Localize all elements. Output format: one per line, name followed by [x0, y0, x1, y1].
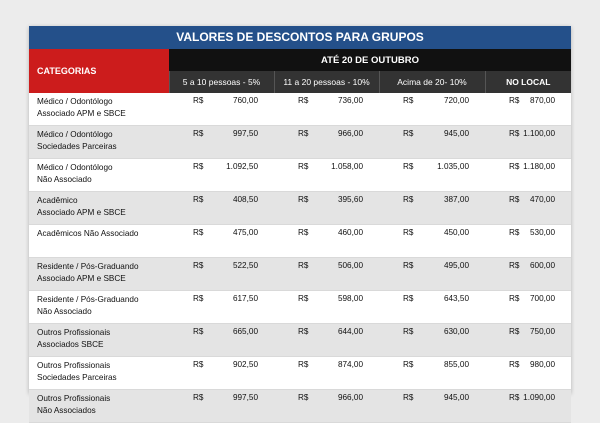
category-cell	[29, 126, 169, 159]
category-line-1: Médico / Odontólogo	[37, 130, 113, 139]
category-cell	[29, 93, 169, 126]
price-value: 644,00	[337, 327, 363, 336]
price-cell	[169, 225, 274, 258]
price-cell	[485, 225, 571, 258]
category-line-1: Outros Profissionais	[37, 394, 111, 403]
price-value: 700,00	[529, 294, 556, 303]
currency-symbol: R$	[509, 360, 520, 369]
currency-symbol: R$	[403, 96, 414, 105]
price-cell	[485, 357, 571, 390]
price-value: 617,50	[232, 294, 258, 303]
category-line-1: Médico / Odontólogo	[37, 163, 113, 172]
price-value: 736,00	[337, 96, 363, 105]
category-line-2: Associado APM e SBCE	[37, 109, 126, 118]
price-cell	[169, 390, 274, 423]
price-value: 460,00	[337, 228, 363, 237]
currency-symbol: R$	[509, 96, 520, 105]
price-cell	[169, 159, 274, 192]
category-cell	[29, 159, 169, 192]
category-cell	[29, 390, 169, 423]
currency-symbol: R$	[298, 327, 309, 336]
price-cell	[274, 291, 379, 324]
price-value: 470,00	[529, 195, 556, 204]
price-value: 997,50	[232, 393, 258, 402]
table-row	[29, 357, 571, 390]
category-line-2: Sociedades Parceiras	[37, 142, 117, 151]
price-value: 495,00	[443, 261, 469, 270]
price-cell	[379, 126, 485, 159]
table-row	[29, 192, 571, 225]
price-cell	[485, 126, 571, 159]
price-cell	[274, 258, 379, 291]
category-line-1: Acadêmico	[37, 196, 78, 205]
currency-symbol: R$	[298, 261, 309, 270]
currency-symbol: R$	[193, 195, 204, 204]
category-line-2: Não Associado	[37, 307, 92, 316]
price-value: 1.090,00	[523, 393, 556, 402]
price-value: 1.092,50	[226, 162, 258, 171]
price-value: 506,00	[337, 261, 363, 270]
price-cell	[274, 192, 379, 225]
currency-symbol: R$	[403, 393, 414, 402]
price-value: 408,50	[232, 195, 258, 204]
price-cell	[169, 93, 274, 126]
column-header: 11 a 20 pessoas - 10%	[274, 71, 379, 93]
price-cell	[379, 225, 485, 258]
currency-symbol: R$	[509, 129, 520, 138]
table-title: VALORES DE DESCONTOS PARA GRUPOS	[29, 26, 571, 49]
price-value: 902,50	[232, 360, 258, 369]
price-cell	[274, 324, 379, 357]
category-line-1: Residente / Pós-Graduando	[37, 262, 139, 271]
price-cell	[379, 291, 485, 324]
table-row	[29, 93, 571, 126]
price-value: 395,60	[337, 195, 363, 204]
price-cell	[379, 258, 485, 291]
categories-header: CATEGORIAS	[29, 49, 169, 93]
price-cell	[485, 291, 571, 324]
currency-symbol: R$	[298, 228, 309, 237]
price-value: 855,00	[443, 360, 469, 369]
price-value: 665,00	[232, 327, 258, 336]
currency-symbol: R$	[403, 228, 414, 237]
category-line-2: Sociedades Parceiras	[37, 373, 117, 382]
price-value: 760,00	[232, 96, 258, 105]
category-line-2: Associado APM e SBCE	[37, 208, 126, 217]
currency-symbol: R$	[193, 162, 204, 171]
price-value: 530,00	[529, 228, 556, 237]
currency-symbol: R$	[509, 327, 520, 336]
currency-symbol: R$	[298, 393, 309, 402]
price-cell	[274, 390, 379, 423]
price-cell	[169, 258, 274, 291]
column-header: Acima de 20- 10%	[379, 71, 485, 93]
currency-symbol: R$	[193, 228, 204, 237]
price-cell	[485, 159, 571, 192]
category-line-1: Outros Profissionais	[37, 328, 111, 337]
price-cell	[379, 93, 485, 126]
category-cell	[29, 357, 169, 390]
price-value: 1.035,00	[437, 162, 469, 171]
currency-symbol: R$	[509, 162, 520, 171]
price-cell	[169, 291, 274, 324]
price-cell	[379, 192, 485, 225]
currency-symbol: R$	[298, 195, 309, 204]
currency-symbol: R$	[193, 360, 204, 369]
currency-symbol: R$	[193, 96, 204, 105]
table-row	[29, 225, 571, 258]
category-line-2: Não Associado	[37, 175, 92, 184]
price-cell	[379, 357, 485, 390]
currency-symbol: R$	[509, 261, 520, 270]
category-cell	[29, 324, 169, 357]
price-value: 870,00	[529, 96, 556, 105]
currency-symbol: R$	[193, 294, 204, 303]
table-row	[29, 390, 571, 423]
price-cell	[485, 93, 571, 126]
discount-table	[29, 49, 571, 423]
currency-symbol: R$	[403, 261, 414, 270]
currency-symbol: R$	[509, 393, 520, 402]
currency-symbol: R$	[193, 393, 204, 402]
price-table-card	[29, 26, 571, 415]
price-value: 874,00	[337, 360, 363, 369]
price-value: 750,00	[529, 327, 556, 336]
price-cell	[169, 192, 274, 225]
currency-symbol: R$	[509, 228, 520, 237]
category-cell	[29, 192, 169, 225]
price-cell	[274, 93, 379, 126]
currency-symbol: R$	[298, 360, 309, 369]
table-row	[29, 159, 571, 192]
price-value: 997,50	[232, 129, 258, 138]
price-value: 630,00	[443, 327, 469, 336]
price-cell	[169, 126, 274, 159]
currency-symbol: R$	[403, 360, 414, 369]
price-value: 966,00	[337, 393, 363, 402]
price-value: 1.180,00	[523, 162, 556, 171]
price-value: 522,50	[232, 261, 258, 270]
currency-symbol: R$	[403, 327, 414, 336]
column-header: 5 a 10 pessoas - 5%	[169, 71, 274, 93]
currency-symbol: R$	[509, 294, 520, 303]
currency-symbol: R$	[298, 96, 309, 105]
price-value: 643,50	[443, 294, 469, 303]
column-header: NO LOCAL	[485, 71, 571, 93]
price-cell	[169, 324, 274, 357]
currency-symbol: R$	[403, 162, 414, 171]
category-cell	[29, 291, 169, 324]
price-value: 945,00	[443, 129, 469, 138]
price-value: 980,00	[529, 360, 556, 369]
category-line-1: Acadêmicos Não Associado	[37, 229, 139, 238]
price-cell	[274, 126, 379, 159]
category-line-2: Associados SBCE	[37, 340, 104, 349]
price-value: 1.058,00	[331, 162, 363, 171]
price-cell	[379, 390, 485, 423]
price-cell	[485, 390, 571, 423]
currency-symbol: R$	[298, 294, 309, 303]
currency-symbol: R$	[403, 294, 414, 303]
price-value: 450,00	[443, 228, 469, 237]
category-line-1: Outros Profissionais	[37, 361, 111, 370]
table-row	[29, 126, 571, 159]
currency-symbol: R$	[298, 162, 309, 171]
table-row	[29, 324, 571, 357]
category-cell	[29, 225, 169, 258]
currency-symbol: R$	[193, 129, 204, 138]
currency-symbol: R$	[403, 195, 414, 204]
currency-symbol: R$	[403, 129, 414, 138]
price-cell	[274, 159, 379, 192]
price-value: 475,00	[232, 228, 258, 237]
category-line-1: Residente / Pós-Graduando	[37, 295, 139, 304]
price-value: 720,00	[443, 96, 469, 105]
category-line-2: Não Associados	[37, 406, 96, 415]
price-cell	[379, 159, 485, 192]
table-row	[29, 291, 571, 324]
currency-symbol: R$	[193, 327, 204, 336]
price-value: 598,00	[337, 294, 363, 303]
category-line-2: Associado APM e SBCE	[37, 274, 126, 283]
price-value: 966,00	[337, 129, 363, 138]
price-cell	[169, 357, 274, 390]
category-cell	[29, 258, 169, 291]
price-cell	[485, 258, 571, 291]
price-cell	[274, 357, 379, 390]
price-value: 945,00	[443, 393, 469, 402]
currency-symbol: R$	[193, 261, 204, 270]
deadline-header: ATÉ 20 DE OUTUBRO	[169, 49, 571, 71]
price-cell	[274, 225, 379, 258]
price-value: 600,00	[529, 261, 556, 270]
price-value: 387,00	[443, 195, 469, 204]
price-cell	[485, 192, 571, 225]
price-cell	[485, 324, 571, 357]
table-row	[29, 258, 571, 291]
category-line-1: Médico / Odontólogo	[37, 97, 113, 106]
currency-symbol: R$	[509, 195, 520, 204]
currency-symbol: R$	[298, 129, 309, 138]
price-value: 1.100,00	[523, 129, 556, 138]
price-cell	[379, 324, 485, 357]
